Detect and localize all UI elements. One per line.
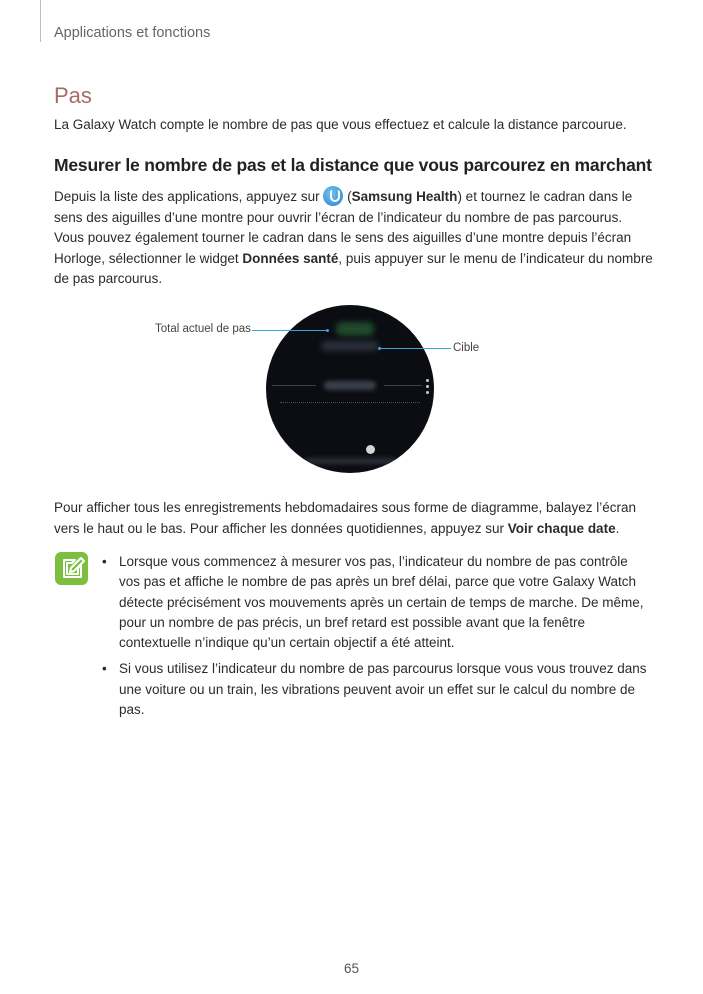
weekly-records-end: . [615,520,620,536]
instructions-part-3: , puis appuyer sur le menu de l’indicateur du nombre de pas parcourus. [54,250,653,286]
callout-goal: Cible [453,342,480,354]
page-number: 65 [343,961,360,976]
instructions-part-2: ) et tournez le cadran dans le sens des aiguilles d’une montre pour ouvrir l’écran de l’indicateur du nombre de pas parcourus. Vous pouvez également tourner le cadran dans le sens des aiguilles d’une montre depuis l’écran Horloge, sélectionner le widget [54,189,633,266]
app-name: Samsung Health [351,189,458,204]
divider-line-right [384,385,422,386]
page-title: Pas [54,83,92,108]
note-pencil-icon [55,552,88,585]
page-indicator-icon [366,445,375,454]
instructions-open-paren: ( [343,189,352,204]
callout-goal-leader [379,348,451,349]
dotted-separator [280,402,420,403]
widget-name: Données santé [242,250,339,266]
note-item [102,552,650,653]
note-text: Lorsque vous commencez à mesurer vos pas, l’indicateur du nombre de pas contrôle vos pas et affiche le nombre de pas après un bref délai, parce que votre Galaxy Watch détecte précisément vos mouvements après un certain de temps de marche. De même, pour un nombre de pas précis, un bref retard est possible avant que la fenêtre contextuelle n’indique qu’un certain objectif a été atteint. [119,554,644,651]
instructions-part-1: Depuis la liste des applications, appuyez sur [54,189,324,204]
intro-text: La Galaxy Watch compte le nombre de pas que vous effectuez et calcule la distance parcourue. [54,117,627,132]
instructions-paragraph [54,186,654,290]
callout-total-steps-leader [252,330,328,331]
step-goal-value [321,341,379,351]
section-subheading: Mesurer le nombre de pas et la distance que vous parcourez en marchant [54,155,652,175]
page-corner-mark [40,0,41,42]
distance-value [324,381,376,390]
view-each-date-label: Voir chaque date [507,520,616,536]
bullet: • [102,554,107,569]
samsung-health-icon [323,186,343,206]
callout-total-steps: Total actuel de pas [155,323,251,335]
step-count-value [336,322,374,336]
bottom-content [306,458,396,464]
note-text: Si vous utilisez l’indicateur du nombre de pas parcourus lorsque vous vous trouvez dans une voiture ou un train, les vibrations peuvent avoir un effet sur le calcul du nombre de pas. [119,661,647,718]
section-header: Applications et fonctions [54,25,211,41]
divider-line-left [272,385,316,386]
notes-list [102,552,650,726]
weekly-records-text: Pour afficher tous les enregistrements hebdomadaires sous forme de diagramme, balayez l’écran vers le haut ou le bas. Pour afficher les données quotidiennes, appuyez sur [54,500,637,536]
more-options-icon [426,379,429,397]
weekly-records-paragraph [54,498,654,539]
note-item [102,659,650,720]
bullet: • [102,661,107,677]
